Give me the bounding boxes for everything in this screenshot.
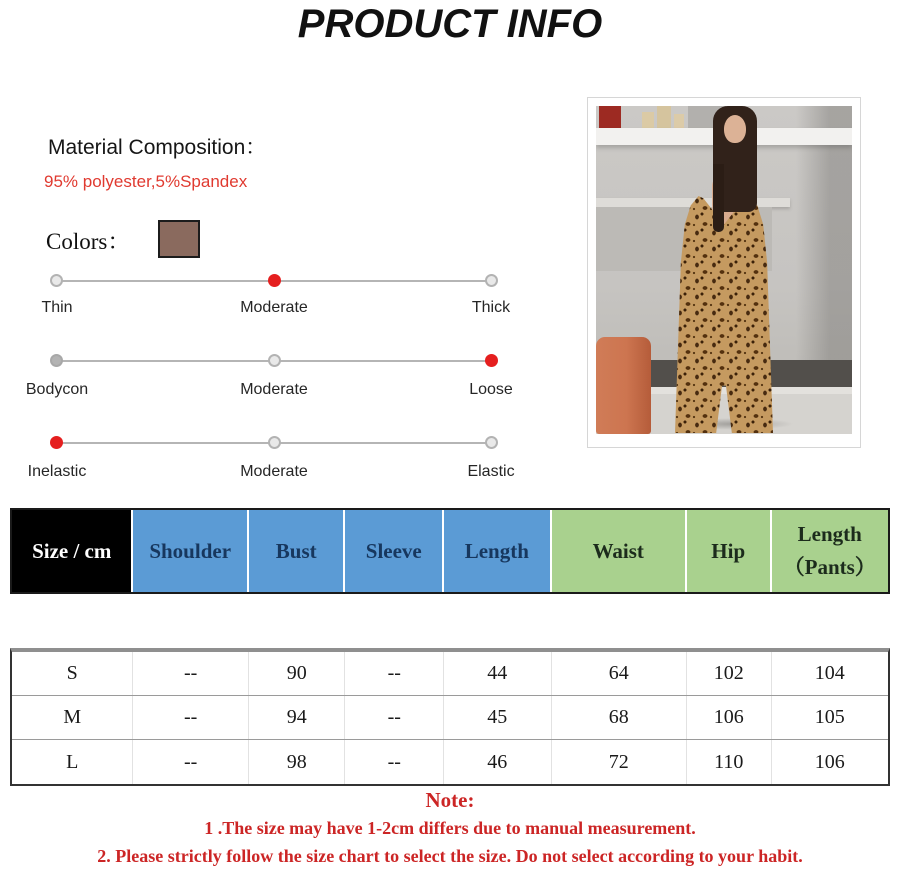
cell-size: S	[12, 652, 133, 695]
cell-sleeve: --	[345, 740, 444, 784]
cell-sleeve: --	[345, 652, 444, 695]
color-swatch-brown	[158, 220, 200, 258]
label-moderate: Moderate	[240, 381, 308, 398]
page-title: PRODUCT INFO	[297, 2, 603, 46]
cell-waist: 68	[552, 696, 687, 739]
header-label: Shoulder	[149, 538, 232, 563]
candle	[642, 112, 654, 129]
material-composition-value: 95% polyester,5%Spandex	[44, 172, 248, 191]
cell-length-pants: 105	[814, 706, 845, 728]
cell-shoulder: --	[133, 652, 248, 695]
model-hair-strand	[713, 164, 724, 232]
cell-sleeve: --	[345, 696, 444, 739]
label-thick: Thick	[471, 299, 511, 316]
header-length	[444, 510, 552, 592]
thickness-dot-moderate-active	[268, 274, 281, 287]
header-label: Size / cm	[32, 538, 112, 563]
header-label-line1: Length	[797, 522, 862, 547]
header-label-line2: （Pants）	[783, 555, 876, 579]
cell-hip: 106	[687, 696, 772, 739]
wall-shadow	[796, 106, 852, 382]
cell-shoulder: --	[133, 740, 248, 784]
thickness-dot-thin	[50, 274, 63, 287]
thickness-labels	[41, 299, 511, 321]
header-label: Sleeve	[365, 538, 422, 563]
label-bodycon: Bodycon	[25, 381, 89, 398]
header-bust	[249, 510, 346, 592]
table-row-s	[12, 652, 888, 696]
note-item-2: 2. Please strictly follow the size chart to select the size. Do not select according to your habit.	[97, 846, 803, 866]
cell-hip: 102	[687, 652, 772, 695]
colors-label: Colors：	[46, 228, 131, 254]
fit-dot-loose-active	[485, 354, 498, 367]
elasticity-dot-inelastic-active	[50, 436, 63, 449]
cell-waist: 64	[552, 652, 687, 695]
cell-bust: 94	[249, 696, 346, 739]
colors-row	[46, 220, 200, 258]
header-size-cm	[12, 510, 133, 592]
header-label: Bust	[275, 538, 317, 563]
cell-bust: 90	[249, 652, 346, 695]
cell-waist: 72	[552, 740, 687, 784]
header-hip	[687, 510, 772, 592]
cell-shoulder: --	[133, 696, 248, 739]
fit-slider	[50, 354, 498, 368]
cell-length-pants: 104	[814, 662, 845, 684]
elasticity-dot-elastic	[485, 436, 498, 449]
terracotta-pouf	[596, 337, 651, 434]
fit-dot-bodycon	[50, 354, 63, 367]
model-face	[724, 115, 746, 143]
cell-length-pants: 106	[814, 750, 845, 773]
cell-size: M	[12, 696, 133, 739]
label-inelastic: Inelastic	[27, 463, 87, 480]
note-title: Note:	[425, 788, 475, 812]
header-label: Length	[464, 538, 529, 563]
label-thin: Thin	[41, 299, 73, 316]
label-moderate: Moderate	[240, 463, 308, 480]
header-label: Hip	[711, 538, 746, 563]
header-waist	[552, 510, 687, 592]
elasticity-dot-moderate	[268, 436, 281, 449]
cell-bust: 98	[249, 740, 346, 784]
size-table-header	[10, 508, 890, 594]
candle	[674, 114, 684, 129]
note-item-1: 1 .The size may have 1-2cm differs due to manual measurement.	[204, 818, 696, 838]
label-elastic: Elastic	[467, 463, 515, 480]
fit-dot-moderate	[268, 354, 281, 367]
label-moderate: Moderate	[240, 299, 308, 316]
elasticity-labels	[27, 463, 515, 485]
candle	[657, 106, 671, 129]
material-composition-label: Material Composition：	[48, 136, 267, 159]
table-row-m	[12, 696, 888, 740]
cell-size: L	[12, 740, 133, 784]
thickness-slider	[50, 274, 498, 288]
fit-labels	[25, 381, 513, 403]
cell-length: 45	[444, 696, 552, 739]
header-label: Waist	[592, 538, 644, 563]
thickness-dot-thick	[485, 274, 498, 287]
photo-scene	[596, 106, 852, 434]
header-shoulder	[133, 510, 248, 592]
size-table-body	[10, 648, 890, 786]
cell-hip: 110	[687, 740, 772, 784]
table-row-l	[12, 740, 888, 784]
cell-length: 44	[444, 652, 552, 695]
cell-length: 46	[444, 740, 552, 784]
header-length-pants	[772, 510, 888, 592]
header-sleeve	[345, 510, 444, 592]
label-loose: Loose	[469, 381, 513, 398]
elasticity-slider	[50, 436, 498, 450]
product-photo	[587, 97, 861, 448]
